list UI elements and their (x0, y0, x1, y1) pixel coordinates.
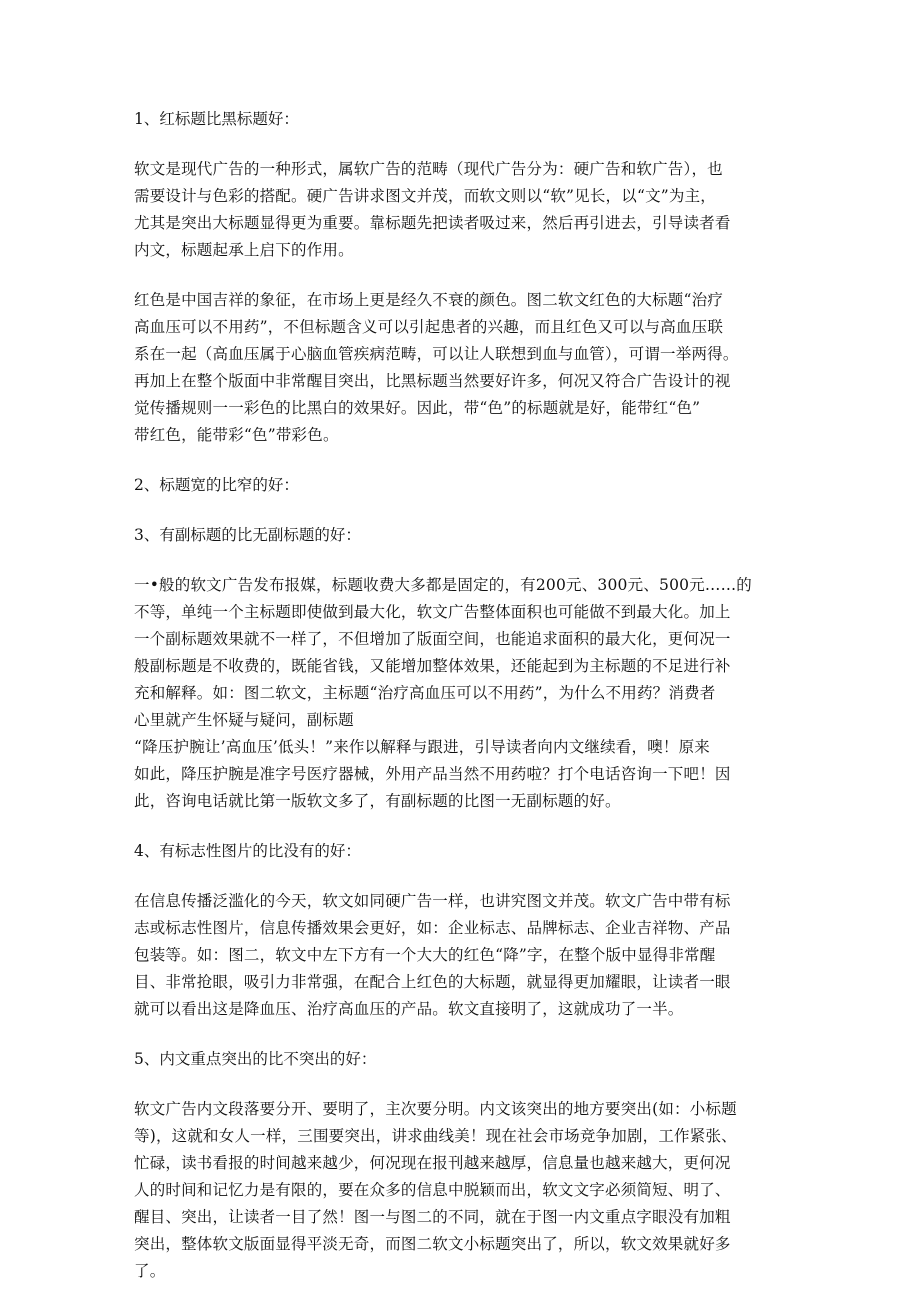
text-line: 需要设计与色彩的搭配。硬广告讲求图文并茂，而软文则以“软”见长，以“文”为主， (134, 187, 716, 205)
text-line: 尤其是突出大标题显得更为重要。靠标题先把读者吸过来，然后再引进去，引导读者看 (134, 214, 731, 232)
section-heading: 3、有副标题的比无副标题的好： (134, 526, 361, 544)
text-line: 一•般的软文广告发布报媒，标题收费大多都是固定的，有200元、300元、500元……的 (134, 576, 752, 594)
text-line: “降压护腕让’高血压’低头！”来作以解释与跟进，引导读者向内文继续看，噢！原来 (134, 738, 711, 756)
section-heading: 2、标题宽的比窄的好： (134, 476, 299, 494)
text-line: 一个副标题效果就不一样了，不但增加了版面空间，也能追求面积的最大化，更何况一 (134, 630, 731, 648)
text-line: 此，咨询电话就比第一版软文多了，有副标题的比图一无副标题的好。 (134, 792, 621, 810)
paragraph (134, 572, 794, 815)
text-line: 软文广告内文段落要分开、要明了，主次要分明。内文该突出的地方要突出(如：小标题 (134, 1100, 737, 1118)
text-line: 醒目、突出，让读者一目了然！图一与图二的不同，就在于图一内文重点字眼没有加粗 (134, 1208, 731, 1226)
text-line: 如此，降压护腕是准字号医疗器械，外用产品当然不用药啦？打个电话咨询一下吧！因 (134, 765, 731, 783)
text-line: 充和解释。如：图二软文，主标题“治疗高血压可以不用药”，为什么不用药？消费者 (134, 684, 716, 702)
text-line: 红色是中国吉祥的象征，在市场上更是经久不衰的颜色。图二软文红色的大标题“治疗 (134, 291, 724, 309)
text-line: 目、非常抢眼，吸引力非常强，在配合上红色的大标题，就显得更加耀眼，让读者一眼 (134, 973, 731, 991)
document-page (134, 106, 794, 1285)
text-line: 在信息传播泛滥化的今天，软文如同硬广告一样，也讲究图文并茂。软文广告中带有标 (134, 892, 731, 910)
text-line: 系在一起（高血压属于心脑血管疾病范畴，可以让人联想到血与血管），可谓一举两得。 (134, 345, 739, 363)
text-line: 高血压可以不用药”，不但标题含义可以引起患者的兴趣，而且红色又可以与高血压联 (134, 318, 724, 336)
text-line: 忙碌，读书看报的时间越来越少，何况现在报刊越来越厚，信息量也越来越大，更何况 (134, 1154, 731, 1172)
text-line: 心里就产生怀疑与疑问，副标题 (134, 711, 354, 729)
text-line: 就可以看出这是降血压、治疗高血压的产品。软文直接明了，这就成功了一半。 (134, 1000, 684, 1018)
text-line: 觉传播规则一一彩色的比黑白的效果好。因此，带“色”的标题就是好，能带红“色” (134, 399, 701, 417)
text-line: 不等，单纯一个主标题即使做到最大化，软文广告整体面积也可能做不到最大化。加上 (134, 603, 731, 621)
text-line: 再加上在整个版面中非常醒目突出，比黑标题当然要好许多，何况又符合广告设计的视 (134, 372, 731, 390)
section-heading: 4、有标志性图片的比没有的好： (134, 842, 361, 860)
text-line: 人的时间和记忆力是有限的，要在众多的信息中脱颖而出，软文文字必须简短、明了、 (134, 1181, 731, 1199)
section-heading: 5、内文重点突出的比不突出的好： (134, 1050, 377, 1068)
text-line: 了。 (134, 1262, 166, 1280)
text-line: 突出，整体软文版面显得平淡无奇，而图二软文小标题突出了，所以，软文效果就好多 (134, 1235, 731, 1253)
text-line: 软文是现代广告的一种形式，属软广告的范畴（现代广告分为：硬广告和软广告），也 (134, 160, 723, 178)
section-heading: 1、红标题比黑标题好： (134, 110, 299, 128)
text-line: 等)，这就和女人一样，三围要突出，讲求曲线美！现在社会市场竞争加剧，工作紧张、 (134, 1127, 737, 1145)
paragraph (134, 287, 794, 449)
paragraph (134, 888, 794, 1023)
text-line: 带红色，能带彩“色”带彩色。 (134, 426, 339, 444)
text-line: 志或标志性图片，信息传播效果会更好，如：企业标志、品牌标志、企业吉祥物、产品 (134, 919, 731, 937)
paragraph (134, 1096, 794, 1285)
text-line: 内文，标题起承上启下的作用。 (134, 241, 354, 259)
text-line: 般副标题是不收费的，既能省钱，又能增加整体效果，还能起到为主标题的不足进行补 (134, 657, 731, 675)
paragraph (134, 156, 794, 264)
text-line: 包装等。如：图二，软文中左下方有一个大大的红色“降”字，在整个版中显得非常醒 (134, 946, 716, 964)
